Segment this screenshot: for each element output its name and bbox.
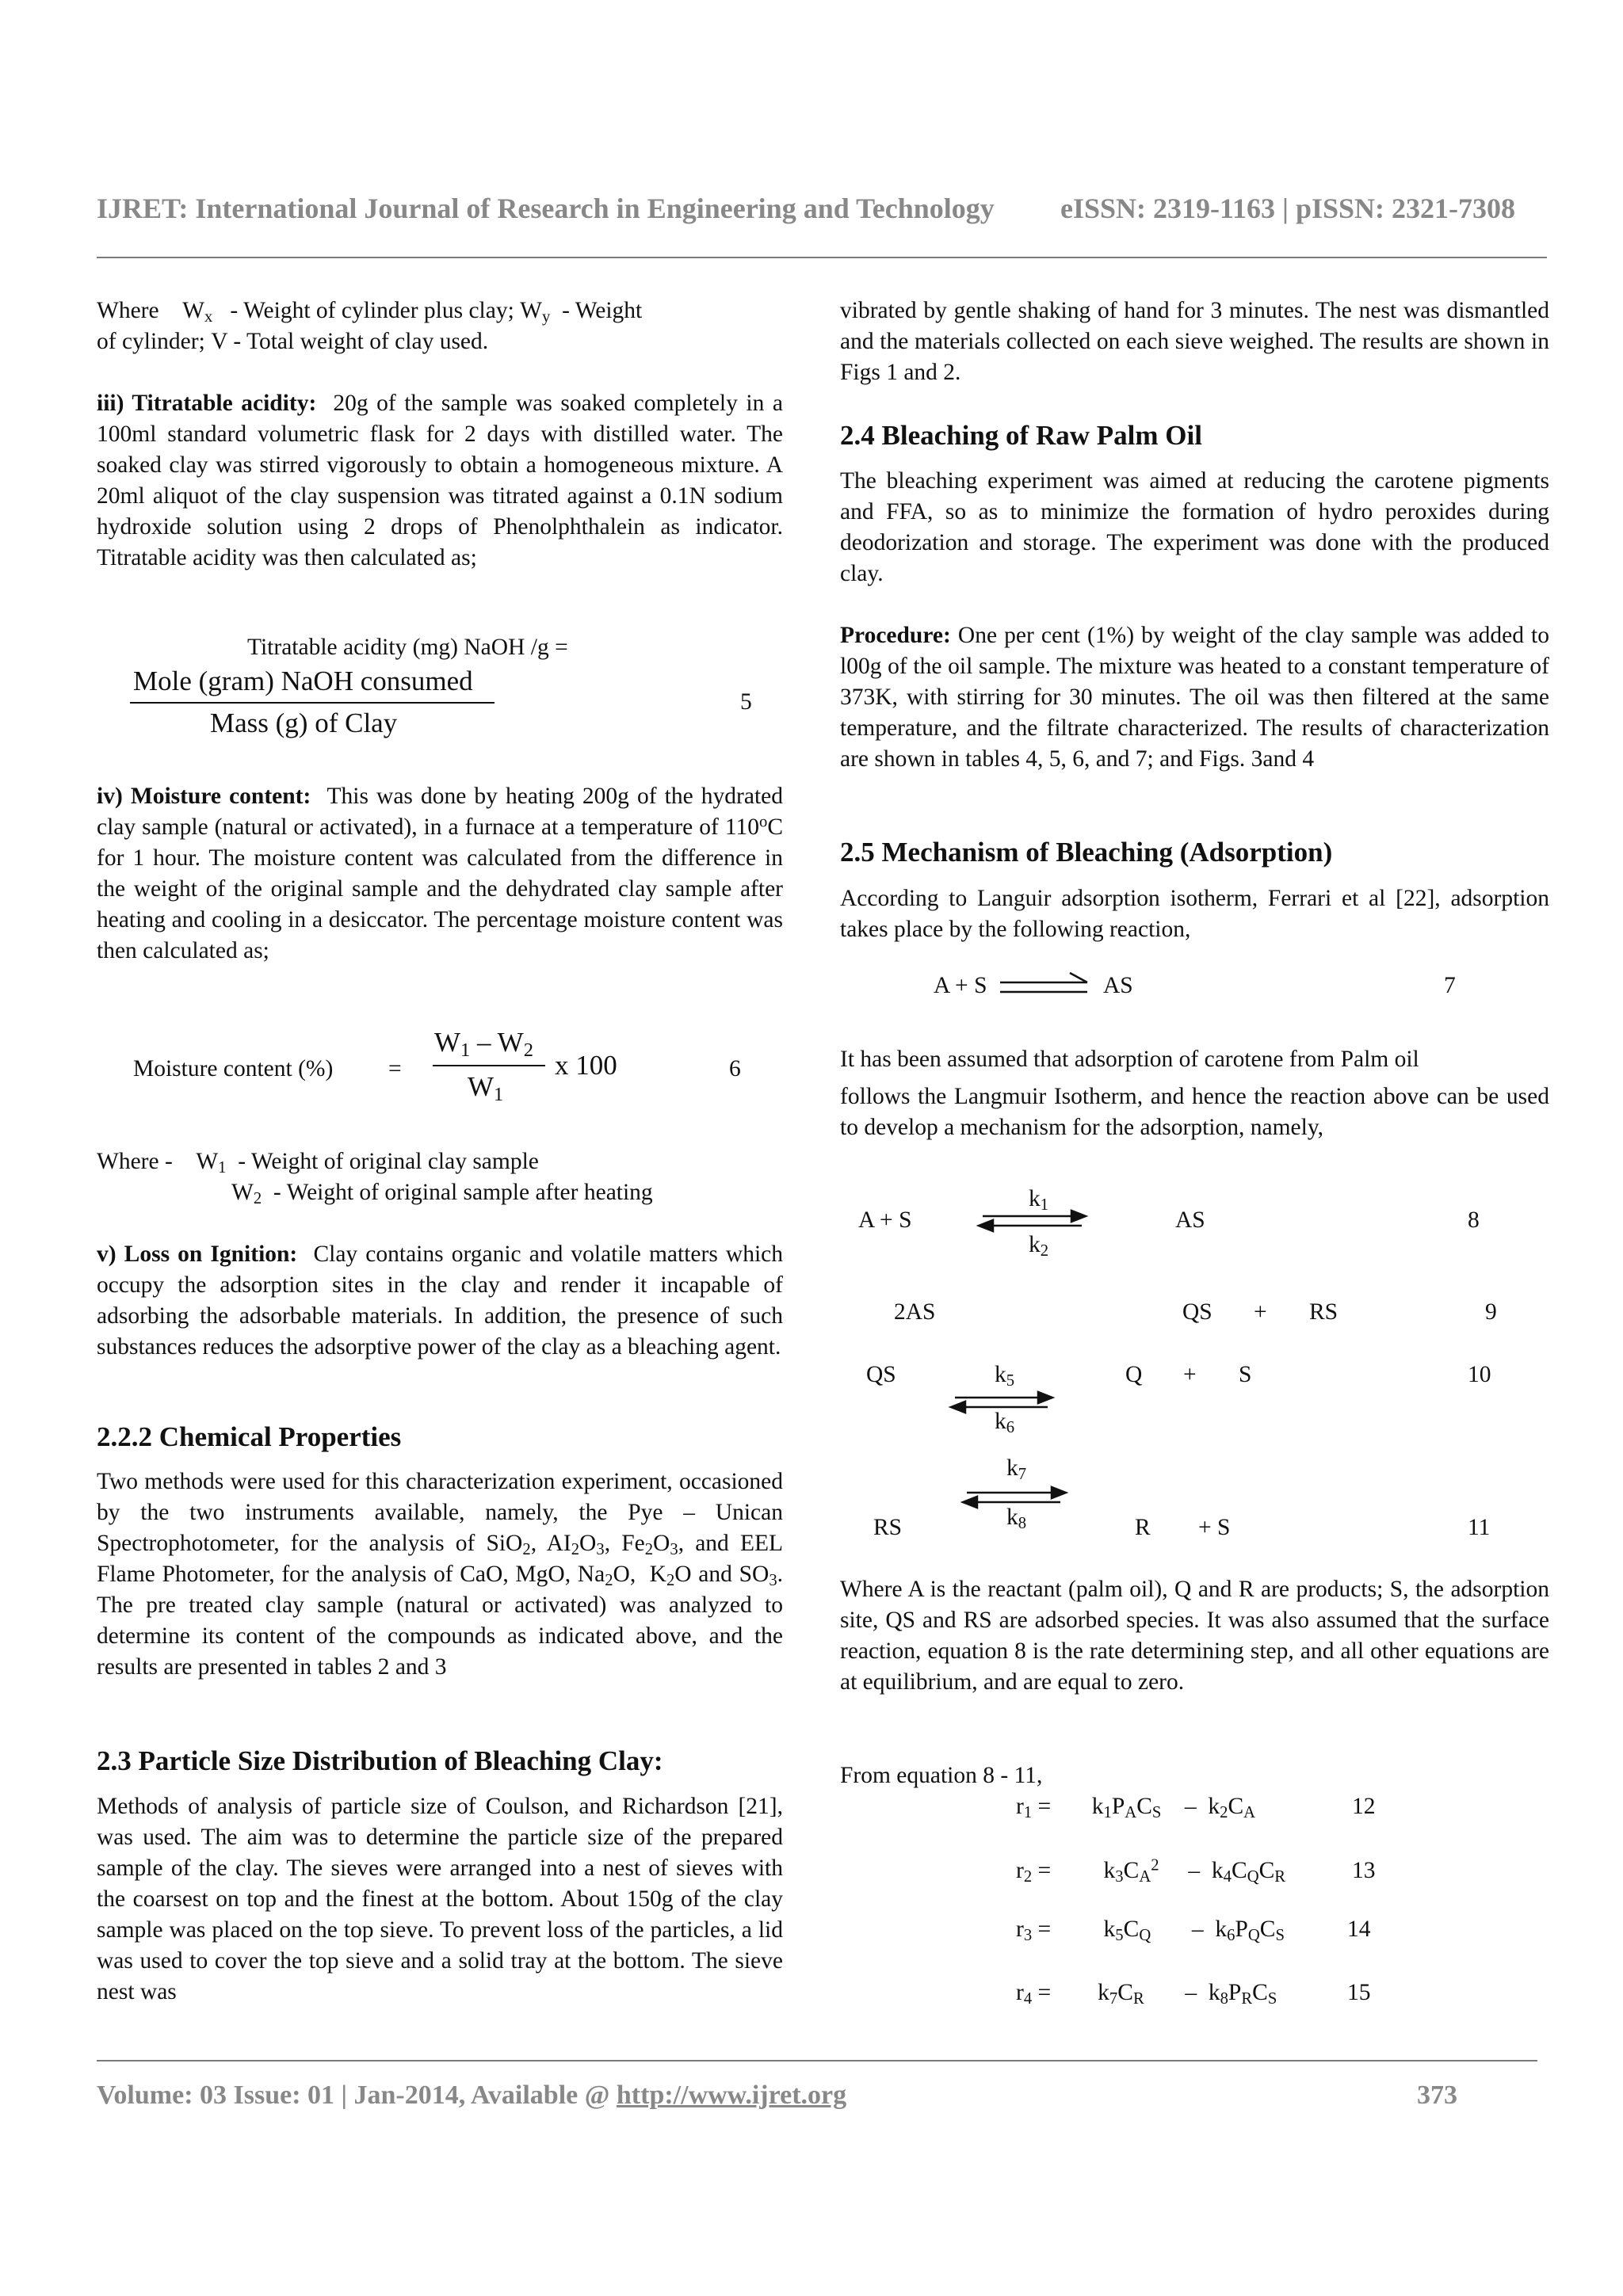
eq14-number: 14 — [1347, 1917, 1371, 1942]
eq15-rate: $r_4$ = $k_7C_R$ – $k_8P_RC_S$ — [1016, 1980, 1277, 2008]
eq9-qs: QS — [1182, 1299, 1212, 1325]
mechanism-paragraph: According to Languir adsorption isotherm, Ferrari et al [22], adsorption takes place by the following reaction, — [840, 886, 1549, 942]
bleaching-heading: 2.4 Bleaching of Raw Palm Oil — [840, 420, 1202, 451]
eq6-denominator: $W_1$ — [468, 1071, 504, 1106]
loi-heading: v) Loss on Ignition: — [97, 1241, 298, 1267]
where-weights-line2: of cylinder; V - Total weight of clay used. — [97, 329, 489, 354]
eq7-lhs: A + S — [934, 973, 987, 998]
loss-on-ignition-paragraph: v) Loss on Ignition: Clay contains organic and volatile matters which occupy the adsorption sites in the clay and render it incapable of adsorbing the adsorbable materials. In addition, the presence of such substances reduces the adsorptive power of the clay as a bleaching agent. — [97, 1241, 784, 1360]
footer-volume: Volume: 03 Issue: 01 | Jan-2014, Available @ http://www.ijret.org — [97, 2081, 847, 2110]
footer-link[interactable]: http://www.ijret.org — [616, 2081, 847, 2110]
eq11-arrow — [963, 1487, 1066, 1508]
eq6-lhs: Moisture content (%) — [133, 1056, 334, 1081]
eq12-number: 12 — [1352, 1794, 1376, 1819]
procedure-heading: Procedure: — [840, 623, 951, 648]
particle-size-heading: 2.3 Particle Size Distribution of Bleaching Clay: — [97, 1745, 663, 1776]
eq6-numerator: $W_1 - W_2$ — [434, 1027, 533, 1062]
eq8-number: 8 — [1468, 1207, 1480, 1233]
eq8-k1: $k_1$ — [1029, 1186, 1049, 1215]
eq10-s: S — [1239, 1362, 1252, 1387]
eq9-number: 9 — [1485, 1299, 1497, 1325]
eq10-plus: + — [1183, 1362, 1197, 1387]
eq6-multiplier: x 100 — [555, 1050, 617, 1081]
eq10-number: 10 — [1468, 1362, 1491, 1387]
journal-title: IJRET: International Journal of Research in Engineering and Technology — [97, 193, 995, 224]
eq8-lhs: A + S — [858, 1207, 912, 1233]
eq11-r: R — [1135, 1515, 1151, 1540]
eq8-k2: $k_2$ — [1029, 1232, 1049, 1261]
eq13-rate: $r_2$ = $k_3C_A^2$ – $k_4C_QC_R$ — [1016, 1856, 1286, 1886]
eq11-k8: $k_8$ — [1006, 1505, 1027, 1533]
footer-rule — [97, 2060, 1537, 2061]
eq11-plus-s: + S — [1198, 1515, 1231, 1540]
sieve-continuation-paragraph: vibrated by gentle shaking of hand for 3 minutes. The nest was dismantled and the materials collected on each sieve weighed. The results are shown in Figs 1 and 2. — [840, 298, 1549, 385]
eq10-k6: $k_6$ — [995, 1409, 1015, 1437]
eq15-number: 15 — [1347, 1980, 1371, 2005]
eq11-lhs: RS — [873, 1515, 903, 1540]
eq5-number: 5 — [740, 689, 752, 715]
journal-issn: eISSN: 2319-1163 | pISSN: 2321-7308 — [1060, 193, 1515, 224]
eq8-rhs: AS — [1175, 1207, 1205, 1233]
titratable-heading: iii) Titratable acidity: — [97, 391, 317, 416]
moisture-content-paragraph: iv) Moisture content: This was done by heating 200g of the hydrated clay sample (natural or activated), in a furnace at a temperature of 110$^o$C for 1 hour. The moisture content was calculated from the difference in the weight of the original sample and the dehydrated clay sample after heating and cooling in a desiccator. The percentage moisture content was then calculated as; — [97, 784, 783, 963]
eq10-lhs: QS — [866, 1362, 896, 1387]
eq5-denominator: Mass (g) of Clay — [210, 707, 398, 738]
assumed-line1: It has been assumed that adsorption of carotene from Palm oil — [840, 1047, 1419, 1072]
titratable-acidity-paragraph: iii) Titratable acidity: 20g of the sample was soaked completely in a 100ml standard volumetric flask for 2 days with distilled water. The soaked clay was stirred vigorously to obtain a homogeneous mixture. A 20ml aliquot of the clay suspension was titrated against a 0.1N sodium hydroxide solution using 2 drops of Phenolphthalein as indicator. Titratable acidity was then calculated as; — [97, 391, 783, 570]
eq5-lhs: Titratable acidity (mg) NaOH /g = — [247, 635, 568, 660]
where-weights-line1: Where $W_x$ - Weight of cylinder plus clay; $W_y$ - Weight — [97, 298, 643, 326]
eq12-rate: $r_1$ = $k_1P_AC_S$ – $k_2C_A$ — [1016, 1794, 1256, 1822]
eq14-rate: $r_3$ = $k_5C_Q$ – $k_6P_QC_S$ — [1016, 1917, 1285, 1945]
eq9-plus: + — [1254, 1299, 1267, 1325]
eq7-number: 7 — [1444, 973, 1456, 998]
eq6-number: 6 — [729, 1056, 741, 1081]
eq11-k7: $k_7$ — [1006, 1455, 1027, 1484]
eq7-arrow — [1000, 973, 1087, 992]
eq9-rs: RS — [1309, 1299, 1338, 1325]
eq13-number: 13 — [1352, 1858, 1376, 1883]
assumed-paragraph: follows the Langmuir Isotherm, and hence the reaction above can be used to develop a mechanism for the adsorption, namely, — [840, 1084, 1549, 1140]
page-number: 373 — [1417, 2081, 1457, 2110]
where-reactant-paragraph: Where A is the reactant (palm oil), Q and R are products; S, the adsorption site, QS and RS are adsorbed species. It was also assumed that the surface reaction, equation 8 is the rate determining step, and all other equations are at equilibrium, and are equal to zero. — [840, 1577, 1549, 1695]
eq10-q: Q — [1125, 1362, 1143, 1387]
particle-size-paragraph: Methods of analysis of particle size of Coulson, and Richardson [21], was used. The aim was to determine the particle size of the prepared sample of the clay. The sieves were arranged into a nest of sieves with the coarsest on top and the finest at the bottom. About 150g of the clay sample was placed on the top sieve. To prevent loss of the particles, a lid was used to cover the top sieve and a solid tray at the bottom. The sieve nest was — [97, 1794, 783, 2004]
eq5-numerator: Mole (gram) NaOH consumed — [133, 666, 473, 696]
eq10-arrow — [951, 1392, 1052, 1413]
moisture-heading: iv) Moisture content: — [97, 784, 311, 809]
mechanism-heading: 2.5 Mechanism of Bleaching (Adsorption) — [840, 837, 1333, 868]
eq10-k5: $k_5$ — [995, 1362, 1015, 1390]
procedure-paragraph: Procedure: One per cent (1%) by weight of the clay sample was added to l00g of the oil sample. The mixture was heated to a constant temperature of 373K, with stirring for 30 minutes. The oil was then filtered at the same temperature, and the filtrate characterized. The results of characterization are shown in tables 4, 5, 6, and 7; and Figs. 3and 4 — [840, 623, 1550, 772]
eq11-number: 11 — [1468, 1515, 1491, 1540]
bleaching-paragraph: The bleaching experiment was aimed at reducing the carotene pigments and FFA, so as to minimize the formation of hydro peroxides during deodorization and storage. The experiment was done with the produced clay. — [840, 468, 1549, 586]
chemical-properties-paragraph: Two methods were used for this characterization experiment, occasioned by the two instruments available, namely, the Pye – Unican Spectrophotometer, for the analysis of SiO$_2$, $AI_2O_3$, $Fe_2O_3$, and EEL Flame Photometer, for the analysis of CaO, MgO, $Na_2O$, $K_2O$ and $SO_3$. The pre treated clay sample (natural or activated) was analyzed to determine its content of the compounds as indicated above, and the results are presented in tables 2 and 3 — [97, 1469, 784, 1680]
eq8-arrow — [979, 1211, 1086, 1231]
eq7-rhs: AS — [1103, 973, 1133, 998]
eq6-equals: = — [388, 1056, 402, 1081]
from-equation-label: From equation 8 - 11, — [840, 1763, 1043, 1788]
eq9-lhs: 2AS — [894, 1299, 936, 1325]
where-w1: Where - $W_1$ - Weight of original clay sample — [97, 1149, 539, 1177]
chemical-properties-heading: 2.2.2 Chemical Properties — [97, 1421, 402, 1452]
where-w2: $W_2$ - Weight of original sample after heating — [231, 1180, 653, 1208]
